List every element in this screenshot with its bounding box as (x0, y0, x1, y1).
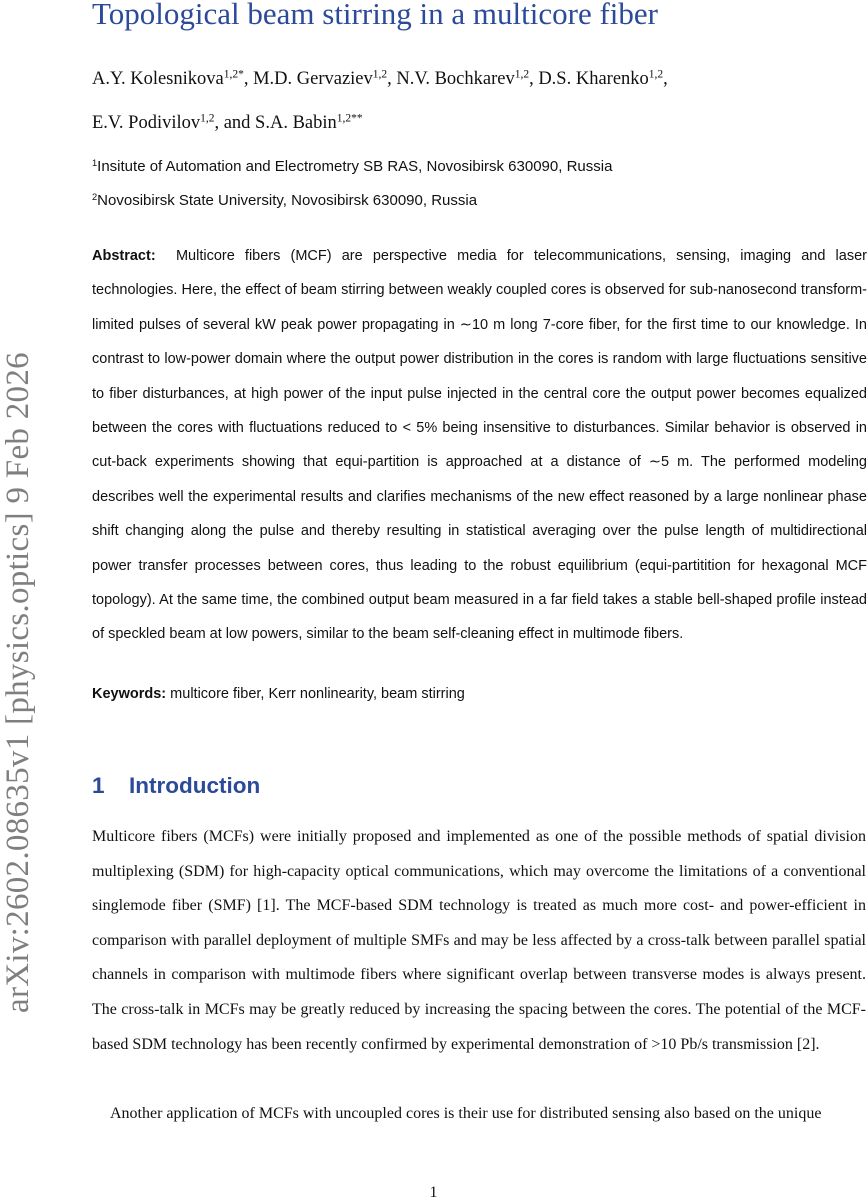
authors-line-2 (92, 112, 363, 134)
author-name: E.V. Podivilov (92, 113, 201, 133)
introduction-paragraph-1: Multicore fibers (MCFs) were initially proposed and implemented as one of the possible methods of spatial division multiplexing (SDM) for high-capacity optical communications, which may overcome the limitations of a conventional singlemode fiber (SMF) [1]. The MCF-based SDM technology is treated as much more cost- and power-efficient in comparison with parallel deployment of multiple SMFs and may be less affected by a cross-talk between parallel spatial channels in comparison with multimode fibers where significant overlap between transverse modes is always present. The cross-talk in MCFs may be greatly reduced by increasing the spacing between the cores. The potential of the MCF-based SDM technology has been recently confirmed by experimental demonstration of >10 Pb/s transmission [2]. (92, 828, 866, 1053)
section-number: 1 (92, 773, 105, 798)
affiliation-2 (92, 191, 477, 211)
author-affiliation-marker: 1,2** (336, 112, 363, 125)
page-number: 1 (429, 1184, 438, 1201)
authors-line-1 (92, 68, 668, 90)
author-affiliation-marker: 1,2* (223, 68, 244, 81)
author-affiliation-marker: 1,2 (648, 68, 664, 81)
keywords-label: Keywords: (92, 686, 167, 702)
paper-title: Topological beam stirring in a multicore fiber (92, 0, 658, 31)
author-affiliation-marker: 1,2 (200, 112, 215, 125)
keywords (92, 684, 465, 704)
section-title: Introduction (129, 773, 261, 798)
author-name: D.S. Kharenko (538, 69, 649, 89)
affiliation-marker: 1 (92, 157, 98, 168)
author-affiliation-marker: 1,2 (372, 68, 388, 81)
author-name: N.V. Bochkarev (396, 69, 515, 89)
author-separator: , (243, 69, 254, 89)
affiliation-marker: 2 (92, 191, 98, 202)
affiliation-text: Novosibirsk State University, Novosibirsk 630090, Russia (97, 192, 478, 209)
abstract-label: Abstract: (92, 248, 156, 264)
section-heading-introduction (92, 771, 260, 801)
author-separator: , and (214, 113, 256, 133)
arxiv-stamp-text: arXiv:2602.08635v1 [physics.optics] 9 Feb 2026 (0, 352, 36, 1013)
arxiv-identifier-stamp (0, 230, 36, 1135)
keywords-text: multicore fiber, Kerr nonlinearity, beam stirring (170, 686, 465, 702)
author-separator: , (387, 69, 397, 89)
author-name: A.Y. Kolesnikova (92, 69, 224, 89)
author-affiliation-marker: 1,2 (514, 68, 530, 81)
affiliation-text: Insitute of Automation and Electrometry SB RAS, Novosibirsk 630090, Russia (97, 158, 613, 175)
abstract-text: Multicore fibers (MCF) are perspective media for telecommunications, sensing, imaging and laser technologies. Here, the effect of beam stirring between weakly coupled cores is observed for sub-nanosecond transform-limited pulses of several kW peak power propagating in ∼10 m long 7-core fiber, for the first time to our knowledge. In contrast to low-power domain where the output power distribution in the cores is random with large fluctuations sensitive to fiber disturbances, at high power of the input pulse injected in the central core the output power becomes equalized between the cores with fluctuations reduced to < 5% being insensitive to disturbances. Similar behavior is observed in cut-back experiments showing that equi-partition is approached at a distance of ∼5 m. The performed modeling describes well the experimental results and clarifies mechanisms of the new effect reasoned by a large nonlinear phase shift changing along the pulse and thereby resulting in statistical averaging over the pulse length of multidirectional power transfer processes between cores, thus leading to the robust equilibrium (equi-partitition for hexagonal MCF topology). At the same time, the combined output beam measured in a far field takes a stable bell-shaped profile instead of speckled beam at low powers, similar to the beam self-cleaning effect in multimode fibers. (92, 248, 867, 643)
introduction-paragraph-2: Another application of MCFs with uncoupled cores is their use for distributed sensing also based on the unique (110, 1105, 822, 1122)
author-separator: , (663, 69, 668, 89)
affiliation-1 (92, 157, 612, 177)
abstract (92, 239, 867, 652)
author-separator: , (529, 69, 539, 89)
author-name: S.A. Babin (255, 113, 337, 133)
author-name: M.D. Gervaziev (253, 69, 373, 89)
